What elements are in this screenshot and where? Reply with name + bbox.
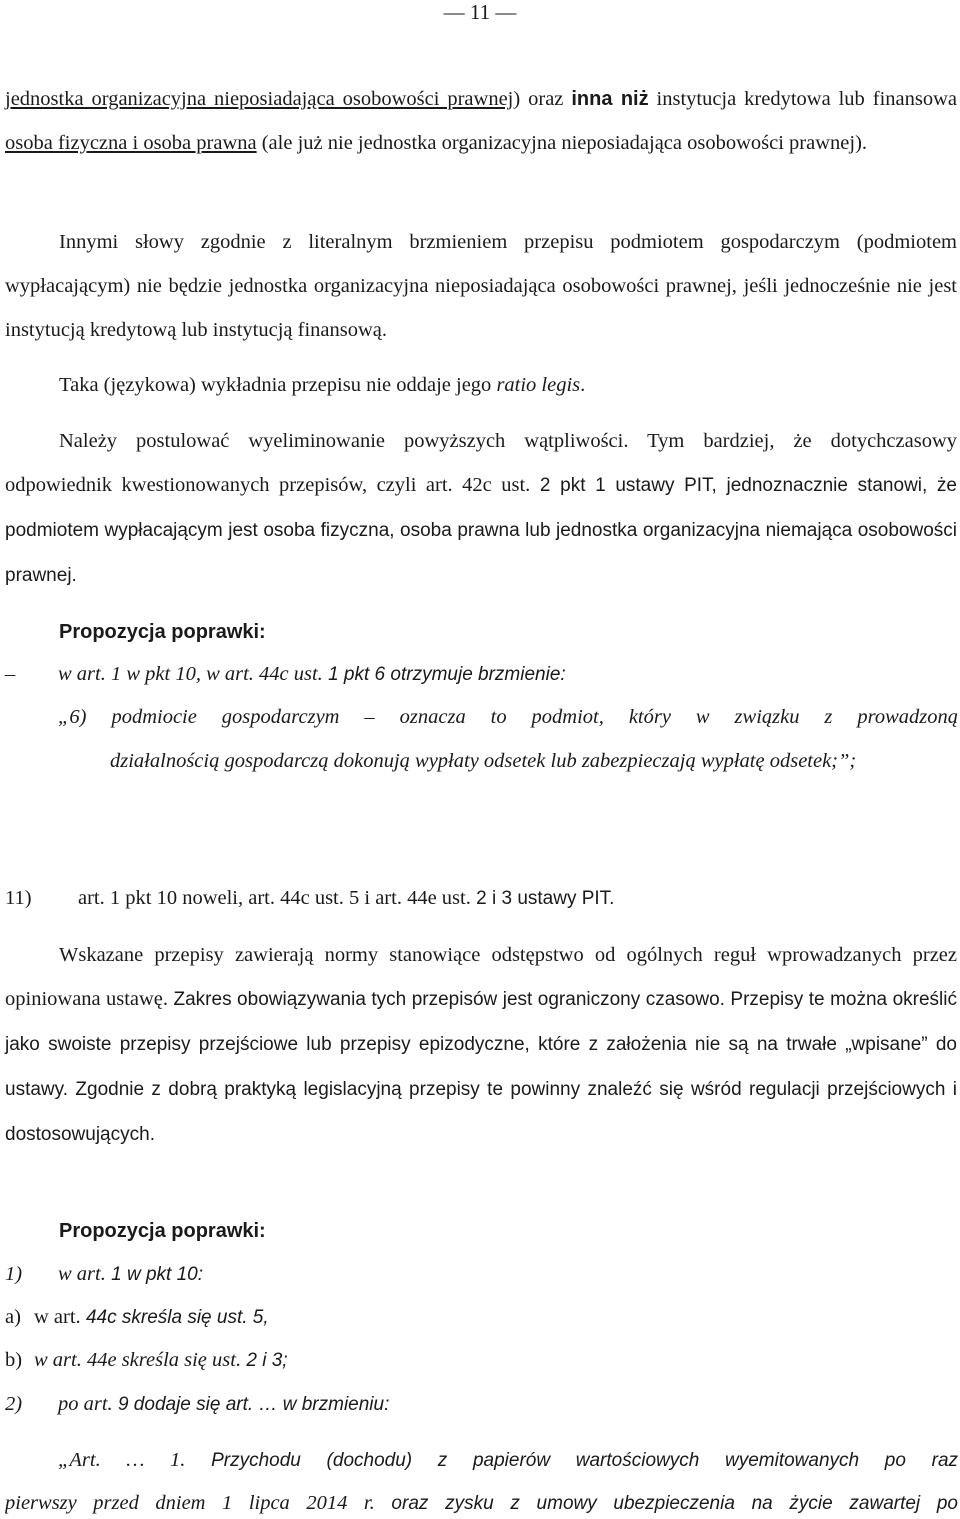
text-run: ) oraz [513, 88, 572, 110]
amendment-item-2 [0, 1382, 960, 1426]
paragraph-2 [5, 220, 957, 352]
page-number: — 11 — [443, 0, 517, 24]
quote-continuation [110, 739, 958, 783]
text-run: 2 i 3; [241, 1350, 288, 1371]
text-run: po art. [58, 1393, 113, 1415]
amendment-item-1 [0, 1252, 960, 1296]
proposal-heading-2 [5, 1209, 957, 1253]
item-11 [0, 876, 960, 920]
text-run: w art. 44e skreśla się ust. [34, 1349, 242, 1371]
text-run: Zgodnie z dobrą praktyką legislacyjną przepisy te powinny znaleźć się wśród regulacji przejściowych i dostosowujących. [5, 1079, 957, 1145]
quote-article-line-2 [5, 1481, 958, 1519]
item-number: 2) [5, 1393, 23, 1415]
text-run: 1 w pkt 10: [105, 1264, 204, 1285]
item-text [78, 876, 614, 921]
underlined-text: jednostka organizacyjna nieposiadająca osobowości prawnej [5, 88, 514, 110]
amendment-text [58, 652, 566, 697]
paragraph-5 [5, 933, 957, 1157]
text-run: działalnością gospodarczą dokonują wypłaty odsetek lub zabezpieczają wypłatę odsetek;”; [110, 750, 857, 772]
text-run: Zakres obowiązywania tych przepisów jest ograniczony czasowo. [168, 989, 725, 1010]
paragraph-1 [5, 77, 957, 165]
text-run: . [580, 374, 586, 396]
text-run: 2 i 3 ustawy PIT. [470, 888, 615, 909]
item-letter: a) [5, 1306, 21, 1328]
amendment-item-a [0, 1295, 960, 1339]
amendment-line [0, 652, 960, 696]
underlined-text: osoba fizyczna i osoba prawna [5, 132, 257, 154]
text-run: „6) podmiocie gospodarczym – oznacza to podmiot, który w związku z prowadzoną [58, 706, 958, 728]
text-run: Taka (językowa) wykładnia przepisu nie oddaje jego [59, 374, 497, 396]
paragraph-4 [5, 419, 957, 598]
item-number: 1) [5, 1263, 23, 1285]
text-run: (ale już nie jednostka organizacyjna nieposiadająca osobowości prawnej). [256, 132, 868, 154]
text-run: 2 pkt 1 ustawy PIT, jednoznacznie stanowi, że podmiotem wypłacającym jest osoba fizyczna, osoba prawna lub jednostka organizacyjna niemająca osobowości prawnej. [5, 475, 957, 586]
text-run: pierwszy przed dniem 1 lipca 2014 r. [5, 1492, 375, 1514]
paragraph-3 [5, 363, 957, 407]
list-dash: – [5, 663, 16, 685]
item-number: 11) [5, 887, 32, 909]
text-run: Przepisy te można określić jako swoiste przepisy przejściowe lub przepisy epizodyczne, które z założenia nie są na trwałe „wpisane” do ustawy. [5, 989, 957, 1100]
item-text [34, 1295, 269, 1340]
quote-article-line-1 [58, 1438, 958, 1482]
heading-text: Propozycja poprawki: [59, 621, 266, 643]
item-letter: b) [5, 1349, 23, 1371]
proposal-heading [5, 610, 957, 654]
text-run: w art. [34, 1306, 81, 1328]
text-run: instytucja kredytowa lub finansowa [648, 88, 957, 110]
text-run: art. 1 pkt 10 noweli, art. 44c ust. 5 i art. 44e ust. [78, 887, 471, 909]
text-run: Przychodu (dochodu) z papierów wartościowych wyemitowanych po raz [185, 1450, 959, 1471]
heading-text: Propozycja poprawki: [59, 1220, 266, 1242]
item-text [58, 1252, 203, 1297]
italic-text: ratio legis [496, 374, 581, 396]
text-run: Należy postulować wyeliminowanie powyższych wątpliwości. Tym bardziej, że dotychczasowy odpowiednik kwestionowanych przepisów, czyli art. 42c ust. [5, 430, 957, 496]
text-run: 9 dodaje się art. … w brzmieniu: [112, 1394, 390, 1415]
bold-text: inna niż [571, 88, 649, 110]
item-text [34, 1338, 288, 1383]
item-text [58, 1382, 389, 1427]
text-run: oraz zysku z umowy ubezpieczenia na życie zawartej po [374, 1493, 958, 1514]
text-run: Innymi słowy zgodnie z literalnym brzmieniem przepisu podmiotem gospodarczym (podmiotem wypłacającym) nie będzie jednostka organizacyjna nieposiadająca osobowości prawnej, jeśli jednocześnie nie jest instytucją kredytową lub instytucją finansową. [5, 231, 957, 341]
amendment-item-b [0, 1338, 960, 1382]
text-run: w art. 1 w pkt 10, w art. 44c ust. [58, 663, 323, 685]
quote-first-line [58, 695, 958, 739]
text-run: 44c skreśla się ust. 5, [80, 1307, 269, 1328]
text-run: „Art. … 1. [58, 1449, 186, 1471]
text-run: 1 pkt 6 otrzymuje brzmienie: [322, 664, 566, 685]
text-run: w art. [58, 1263, 106, 1285]
text-run: Wskazane przepisy zawierają normy stanowiące odstępstwo od ogólnych reguł wprowadzanych przez opiniowana ustawę. [5, 944, 957, 1010]
